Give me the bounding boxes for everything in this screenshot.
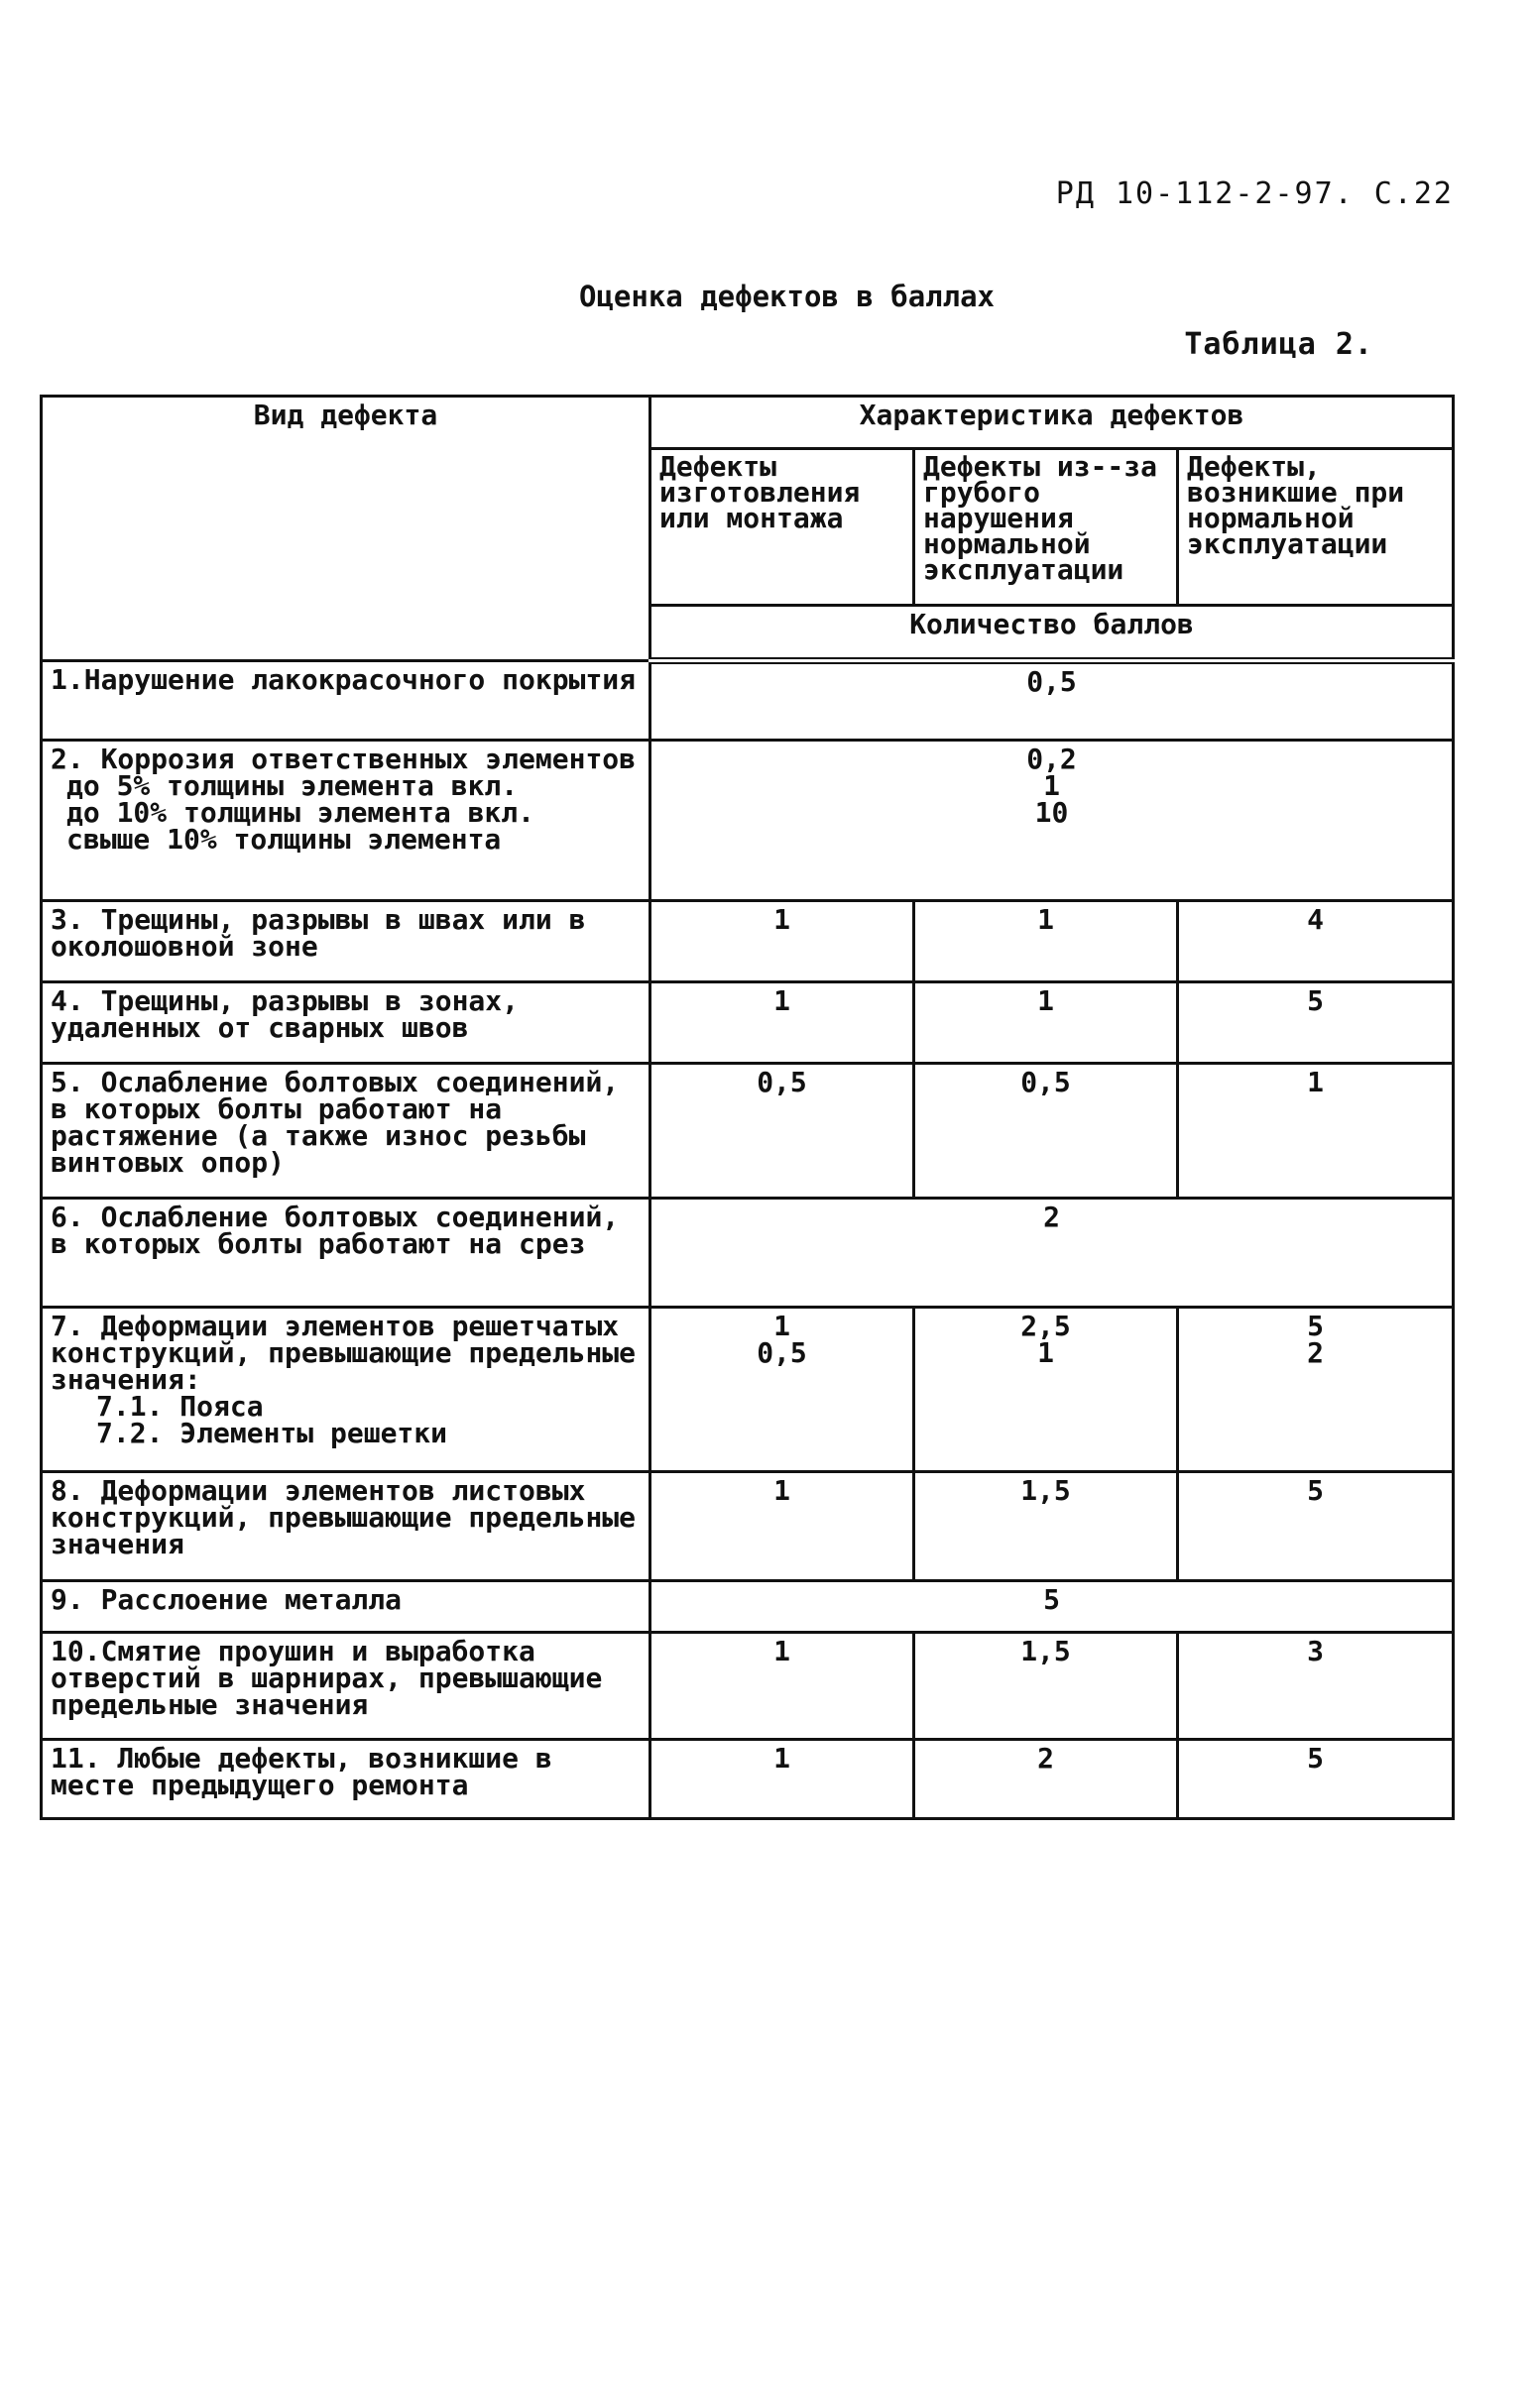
row-label: 6. Ослабление болтовых соединений, в которых болты работают на срез (42, 1199, 650, 1308)
score-value: 5 (1307, 1310, 1324, 1342)
table-row (42, 661, 1454, 741)
score-normal-operation: 1 (1178, 1064, 1454, 1199)
score-manufacturing: 1 (650, 1472, 914, 1581)
table-row (42, 1064, 1454, 1199)
table-row (42, 1633, 1454, 1740)
table-row (42, 901, 1454, 982)
table-row (42, 1472, 1454, 1581)
score-normal-operation (1178, 1308, 1454, 1472)
row-label: 10.Смятие проушин и выработка отверстий в шарнирах, превышающие предельные значения (42, 1633, 650, 1740)
score-manufacturing (650, 1308, 914, 1472)
score-manufacturing: 1 (650, 1633, 914, 1740)
row-label: 4. Трещины, разрывы в зонах, удаленных от сварных швов (42, 982, 650, 1064)
table-row (42, 982, 1454, 1064)
row-sub-label: 7.2. Элементы решетки (96, 1417, 448, 1449)
score-normal-operation: 5 (1178, 982, 1454, 1064)
column-group-header: Характеристика дефектов (650, 397, 1454, 449)
row-sub-label: 7.1. Пояса (96, 1390, 264, 1423)
row-label-main: 2. Коррозия ответственных элементов (51, 743, 637, 775)
score-gross-violation: 1 (914, 901, 1178, 982)
score-gross-violation: 1,5 (914, 1472, 1178, 1581)
row-sub-label: до 5% толщины элемента вкл. (66, 769, 519, 802)
row-label: 8. Деформации элементов листовых конструкций, превышающие предельные значения (42, 1472, 650, 1581)
document-title: Оценка дефектов в баллах (578, 280, 996, 313)
score-value: 2,5 (1020, 1310, 1071, 1342)
score-manufacturing: 1 (650, 1740, 914, 1819)
score-normal-operation: 4 (1178, 901, 1454, 982)
row-sub-label: свыше 10% толщины элемента (66, 823, 502, 856)
score-value: 10 (1034, 796, 1069, 829)
score-gross-violation: 1,5 (914, 1633, 1178, 1740)
table-number-label: Таблица 2. (1184, 327, 1373, 362)
score-normal-operation: 3 (1178, 1633, 1454, 1740)
column-header-normal-operation: Дефекты, возникшие при нормальной эксплуатации (1178, 449, 1454, 606)
merged-score: 0,5 (650, 661, 1454, 741)
row-sub-label: до 10% толщины элемента вкл. (66, 796, 535, 829)
score-normal-operation: 5 (1178, 1472, 1454, 1581)
row-label-main: 7. Деформации элементов решетчатых конструкций, превышающие предельные значения: (51, 1310, 637, 1396)
row-label: 5. Ослабление болтовых соединений, в которых болты работают на растяжение (а также износ резьбы винтовых опор) (42, 1064, 650, 1199)
score-value: 1 (773, 1310, 790, 1342)
score-value: 0,2 (1026, 743, 1077, 775)
score-manufacturing: 0,5 (650, 1064, 914, 1199)
column-header-defect-kind: Вид дефекта (42, 397, 650, 661)
merged-score: 2 (650, 1199, 1454, 1308)
row-label (42, 741, 650, 901)
row-label: 1.Нарушение лакокрасочного покрытия (42, 661, 650, 741)
score-manufacturing: 1 (650, 982, 914, 1064)
merged-score: 5 (650, 1581, 1454, 1633)
table-row (42, 1199, 1454, 1308)
row-label (42, 1308, 650, 1472)
score-normal-operation: 5 (1178, 1740, 1454, 1819)
column-header-score-count: Количество баллов (650, 606, 1454, 661)
table-row (42, 1308, 1454, 1472)
table-row (42, 1581, 1454, 1633)
table-row (42, 1740, 1454, 1819)
score-manufacturing: 1 (650, 901, 914, 982)
column-header-gross-violation: Дефекты из--за грубого нарушения нормальной эксплуатации (914, 449, 1178, 606)
row-label: 3. Трещины, разрывы в швах или в околошовной зоне (42, 901, 650, 982)
row-label: 9. Расслоение металла (42, 1581, 650, 1633)
table-row (42, 741, 1454, 901)
merged-score (650, 741, 1454, 901)
score-gross-violation: 0,5 (914, 1064, 1178, 1199)
defects-table (40, 395, 1455, 1820)
score-gross-violation (914, 1308, 1178, 1472)
score-gross-violation: 2 (914, 1740, 1178, 1819)
score-gross-violation: 1 (914, 982, 1178, 1064)
page-header-ref: РД 10-112-2-97. С.22 (1055, 176, 1454, 211)
column-header-manufacturing: Дефекты изготовления или монтажа (650, 449, 914, 606)
score-value: 1 (1037, 1336, 1054, 1369)
row-label: 11. Любые дефекты, возникшие в месте предыдущего ремонта (42, 1740, 650, 1819)
score-value: 0,5 (757, 1336, 807, 1369)
score-value: 1 (1043, 769, 1060, 802)
score-value: 2 (1307, 1336, 1324, 1369)
